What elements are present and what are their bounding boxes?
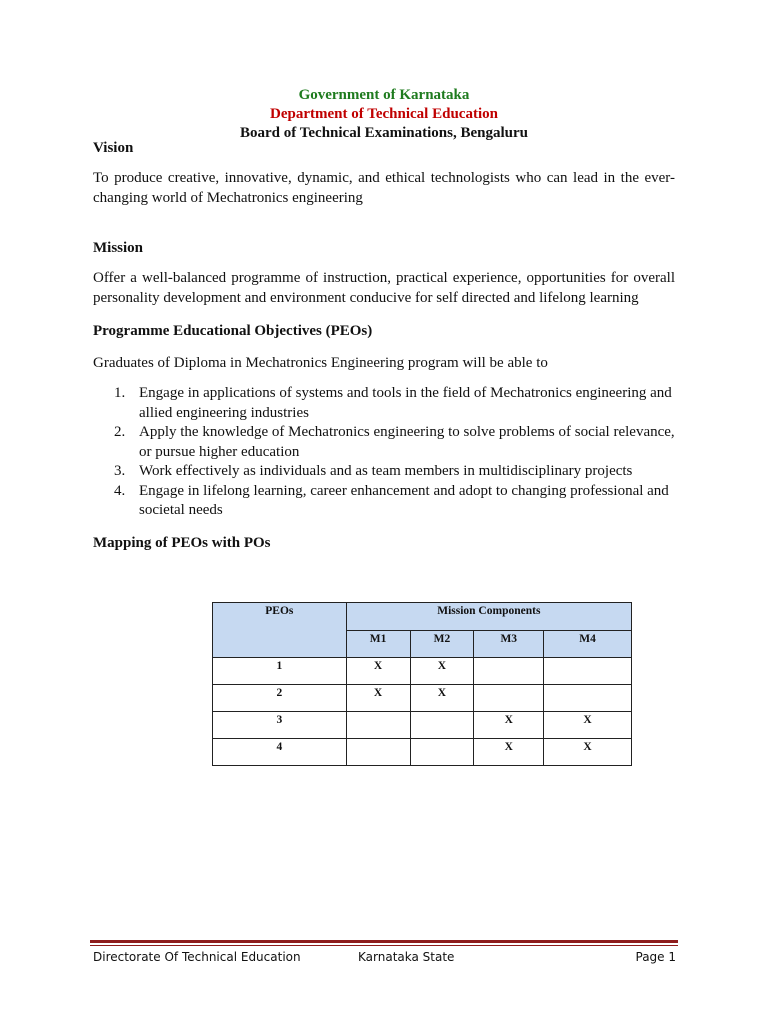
- header-board: Board of Technical Examinations, Bengaluru: [240, 125, 528, 141]
- list-item: [114, 462, 675, 482]
- table-header-row: [213, 603, 632, 631]
- peos-intro: Graduates of Diploma in Mechatronics Engineering program will be able to: [93, 355, 548, 371]
- mission-heading: Mission: [93, 240, 144, 256]
- footer-rule: [90, 940, 678, 943]
- mapping-table-wrap: [212, 602, 632, 766]
- mission-text: Offer a well-balanced programme of instruction, practical experience, opportunities for overall personality development and environment conducive for self directed and lifelong learning: [93, 270, 675, 306]
- header-mission-components: Mission Components: [346, 603, 631, 631]
- list-text: Engage in lifelong learning, career enhancement and adopt to changing professional and societal needs: [139, 482, 669, 518]
- header-m1: M1: [346, 630, 410, 658]
- cell-m4: X: [544, 739, 632, 766]
- cell-m3: X: [474, 739, 544, 766]
- mapping-table: [212, 602, 632, 766]
- list-number: 1.: [114, 385, 126, 401]
- header-department: Department of Technical Education: [270, 106, 498, 122]
- cell-peo: 2: [213, 685, 347, 712]
- cell-m3: X: [474, 712, 544, 739]
- list-number: 4.: [114, 482, 126, 499]
- cell-m1: X: [346, 658, 410, 685]
- cell-m2: X: [410, 685, 474, 712]
- cell-m2: X: [410, 658, 474, 685]
- table-row: [213, 712, 632, 739]
- peos-heading: Programme Educational Objectives (PEOs): [93, 323, 373, 339]
- header-m3: M3: [474, 630, 544, 658]
- cell-m1: [346, 712, 410, 739]
- list-item: [114, 384, 675, 423]
- list-number: 3.: [114, 463, 126, 479]
- cell-m2: [410, 712, 474, 739]
- list-number: 2.: [114, 424, 126, 440]
- page-footer: [90, 940, 678, 970]
- footer-page-number: Page 1: [635, 950, 676, 964]
- peos-list: [93, 384, 675, 521]
- header-government: Government of Karnataka: [298, 87, 470, 103]
- cell-peo: 1: [213, 658, 347, 685]
- cell-m2: [410, 739, 474, 766]
- cell-m4: [544, 658, 632, 685]
- cell-peo: 4: [213, 739, 347, 766]
- document-body: [93, 138, 675, 553]
- list-text: Engage in applications of systems and tools in the field of Mechatronics engineering and allied engineering industries: [139, 385, 672, 421]
- footer-text-row: [90, 950, 678, 970]
- list-text: Apply the knowledge of Mechatronics engineering to solve problems of social relevance, or pursue higher education: [139, 424, 675, 460]
- cell-m1: X: [346, 685, 410, 712]
- header-m4: M4: [544, 630, 632, 658]
- mapping-heading: Mapping of PEOs with POs: [93, 534, 271, 551]
- vision-heading: Vision: [93, 140, 134, 156]
- footer-rule-thin: [90, 945, 678, 946]
- footer-center: Karnataka State: [358, 950, 455, 964]
- table-row: [213, 685, 632, 712]
- header-m2: M2: [410, 630, 474, 658]
- list-text: Work effectively as individuals and as team members in multidisciplinary projects: [139, 463, 633, 479]
- vision-text: To produce creative, innovative, dynamic, and ethical technologists who can lead in the ever-changing world of Mechatronics engineering: [93, 170, 675, 206]
- cell-m1: [346, 739, 410, 766]
- header-peos: PEOs: [213, 603, 347, 658]
- list-item: [114, 482, 675, 521]
- document-header: [0, 86, 768, 143]
- cell-peo: 3: [213, 712, 347, 739]
- cell-m4: X: [544, 712, 632, 739]
- cell-m4: [544, 685, 632, 712]
- cell-m3: [474, 658, 544, 685]
- list-item: [114, 423, 675, 462]
- table-row: [213, 739, 632, 766]
- footer-left: Directorate Of Technical Education: [93, 950, 301, 964]
- cell-m3: [474, 685, 544, 712]
- table-row: [213, 658, 632, 685]
